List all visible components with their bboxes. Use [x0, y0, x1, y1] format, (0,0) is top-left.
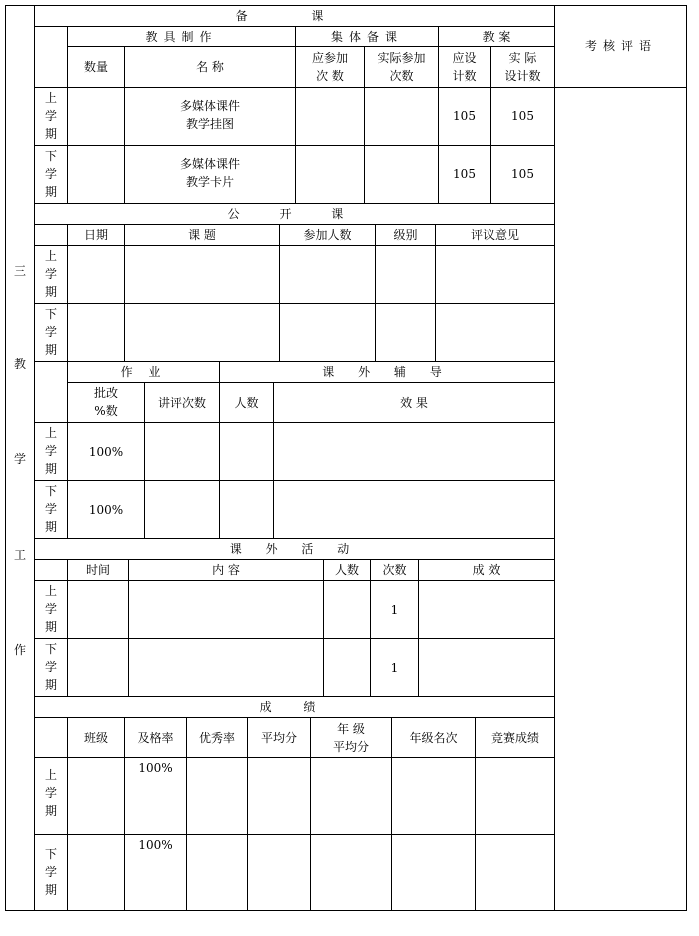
semester-label: 上 学 期	[44, 768, 57, 818]
semester-label: 上 学 期	[44, 426, 57, 476]
semester-label: 下 学 期	[44, 642, 57, 692]
col-average: 平均分	[260, 731, 297, 745]
right-column-divider	[554, 5, 555, 911]
col-quantity: 数量	[83, 60, 108, 74]
plan-should-value: 105	[453, 167, 476, 181]
col-content: 内 容	[212, 563, 240, 577]
semester-label: 下 学 期	[44, 149, 57, 199]
col-class: 班级	[83, 731, 108, 745]
side-title-char: 工	[13, 548, 26, 562]
col-topic: 课 题	[188, 228, 216, 242]
col-count: 次数	[382, 563, 407, 577]
col-result: 成 效	[472, 563, 501, 577]
side-title-char: 教	[13, 357, 26, 371]
homework-title: 作 业	[120, 365, 167, 379]
col-competition: 竞赛成绩	[490, 731, 539, 745]
col-plan-should: 应设 计数	[452, 51, 477, 83]
col-grade-rank: 年级名次	[409, 731, 458, 745]
pass-rate-value: 100%	[138, 838, 173, 852]
tools-header: 教具制作	[145, 30, 218, 44]
col-people: 人数	[234, 396, 259, 410]
semester-label: 上 学 期	[44, 584, 57, 634]
col-actual-attend: 实际参加 次数	[377, 51, 426, 83]
side-title-char: 学	[13, 452, 26, 466]
semester-label: 上 学 期	[44, 91, 57, 141]
tool-name: 多媒体课件 教学卡片	[179, 157, 240, 189]
col-review-count: 讲评次数	[157, 396, 206, 410]
right-header-line	[554, 87, 687, 88]
assessment-header: 考核评语	[584, 39, 657, 53]
col-date: 日期	[83, 228, 108, 242]
col-attendees: 参加人数	[303, 228, 352, 242]
lesson-plan-header: 教 案	[482, 30, 511, 44]
grades-title: 成 绩	[259, 700, 330, 714]
semester-label: 上 学 期	[44, 249, 57, 299]
side-title-char: 作	[13, 643, 26, 657]
plan-actual-value: 105	[511, 167, 534, 181]
col-comments: 评议意见	[470, 228, 519, 242]
col-should-attend: 应参加 次 数	[311, 51, 348, 83]
col-excellent-rate: 优秀率	[198, 731, 235, 745]
open-class-title: 公 开 课	[227, 207, 362, 221]
semester-label: 下 学 期	[44, 484, 57, 534]
col-people: 人数	[334, 563, 359, 577]
tool-name: 多媒体课件 教学挂图	[179, 99, 240, 131]
side-title-char: 三	[13, 264, 26, 278]
pass-rate-value: 100%	[138, 761, 173, 775]
plan-should-value: 105	[453, 109, 476, 123]
col-grade-average: 年 级 平均分	[332, 722, 369, 754]
col-name: 名 称	[196, 60, 224, 74]
col-time: 时间	[85, 563, 110, 577]
plan-actual-value: 105	[511, 109, 534, 123]
col-effect: 效 果	[400, 396, 428, 410]
activity-count-value: 1	[390, 661, 399, 675]
correction-rate-value: 100%	[88, 445, 124, 459]
activity-title: 课 外 活 动	[229, 542, 360, 556]
activity-count-value: 1	[390, 603, 399, 617]
col-correction-rate: 批改 %数	[93, 386, 118, 418]
col-level: 级别	[393, 228, 418, 242]
group-prep-header: 集体备课	[330, 30, 403, 44]
semester-label: 下 学 期	[44, 307, 57, 357]
prep-title: 备 课	[235, 9, 354, 23]
correction-rate-value: 100%	[88, 503, 124, 517]
semester-label: 下 学 期	[44, 847, 57, 897]
col-plan-actual: 实 际 设计数	[504, 51, 541, 83]
col-pass-rate: 及格率	[137, 731, 174, 745]
tutoring-title: 课 外 辅 导	[322, 365, 452, 379]
